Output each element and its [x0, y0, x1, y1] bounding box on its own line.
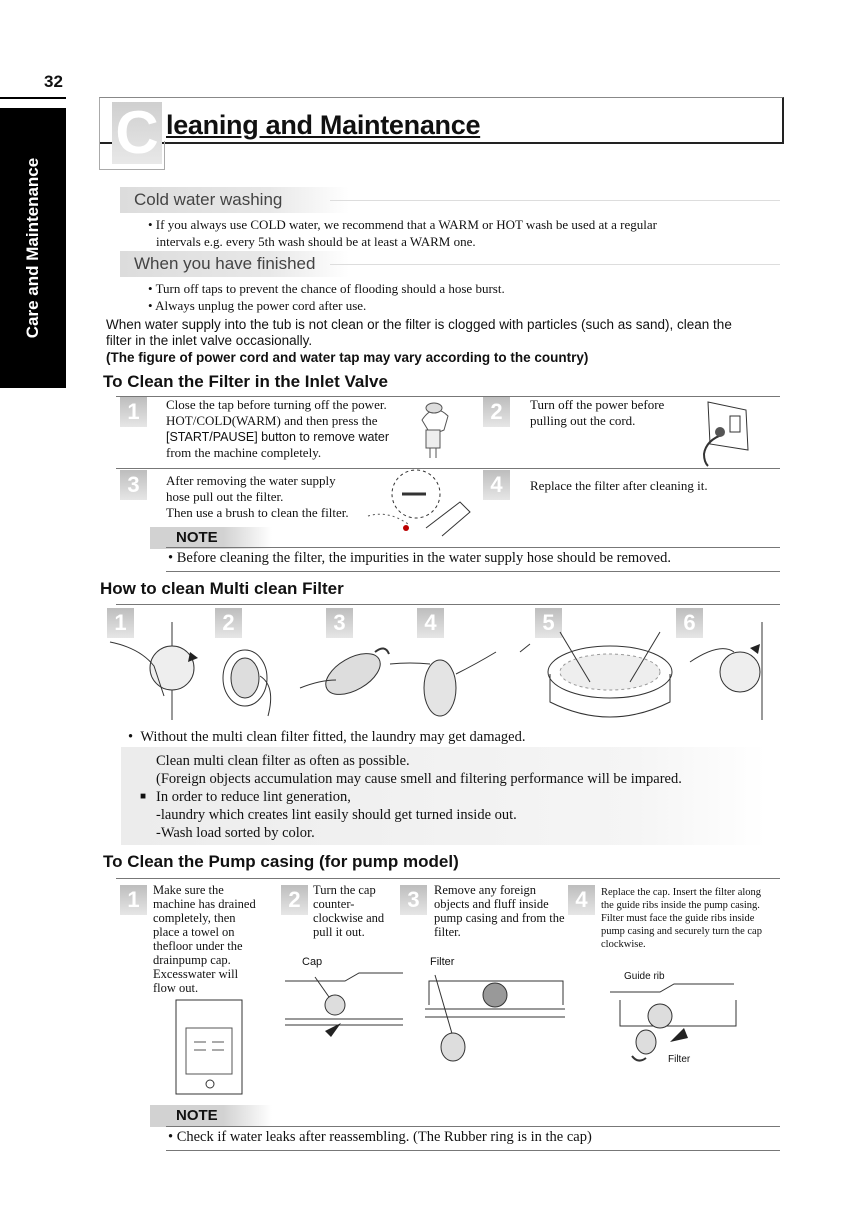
inlet-step-4-text: Replace the filter after cleaning it. — [530, 478, 708, 493]
pump-step-3-text: Remove any foreign objects and fluff inside pump casing and from the filter. — [434, 883, 565, 939]
pump-step-4-text: Replace the cap. Insert the filter along the guide ribs inside the pump casing. Filter must face the guide ribs inside pump casing and securely turn the cap clockwise. — [601, 887, 762, 950]
filter-label-2: Filter — [668, 1054, 691, 1065]
step-number: 6 — [676, 608, 703, 638]
cap-label: Cap — [302, 956, 323, 968]
power-outlet-illustration — [694, 398, 756, 466]
step-number: 2 — [281, 885, 308, 915]
finished-bullet-1: • Turn off taps to prevent the chance of flooding should a hose burst. — [148, 281, 505, 296]
step-number: 1 — [107, 608, 134, 638]
tip-bullet: ■ — [140, 791, 147, 802]
tip-line-4: -laundry which creates lint easily should get turned inside out. — [156, 807, 517, 823]
step-number: 4 — [483, 470, 510, 500]
pump-note-text: • Check if water leaks after reassembling. (The Rubber ring is in the cap) — [168, 1129, 592, 1145]
inlet-step-2-text: Turn off the power before pulling out the cord. — [530, 397, 665, 428]
page-number: 32 — [44, 72, 63, 91]
heading-rule — [330, 200, 780, 201]
section-side-tab — [0, 108, 66, 388]
inlet-heading: To Clean the Filter in the Inlet Valve — [103, 372, 388, 391]
pump-step-1-text: Make sure the machine has drained completely, then place a towel on thefloor under the drainpump cap. Excesswater will flow out. — [153, 883, 256, 995]
intro-line-2: filter in the inlet valve occasionally. — [106, 333, 313, 348]
heading-rule — [330, 264, 780, 265]
pump-note-label: NOTE — [150, 1105, 272, 1127]
cold-water-heading: Cold water washing — [120, 187, 349, 213]
multi-filter-heading: How to clean Multi clean Filter — [100, 579, 344, 598]
step-number: 4 — [568, 885, 595, 915]
step-number: 1 — [120, 885, 147, 915]
inlet-note-text: • Before cleaning the filter, the impurities in the water supply hose should be removed. — [168, 550, 671, 566]
step-number: 3 — [326, 608, 353, 638]
water-tap-illustration — [412, 400, 462, 460]
divider — [166, 1150, 780, 1151]
inlet-filter-illustration — [366, 468, 478, 540]
page-number-rule — [0, 97, 66, 99]
section-tab-label: Care and Maintenance — [23, 157, 42, 339]
inlet-step-3-text: After removing the water supply hose pull out the filter. Then use a brush to clean the filter. — [166, 473, 349, 520]
divider — [116, 878, 780, 879]
inlet-note-label: NOTE — [150, 527, 272, 549]
finished-heading: When you have finished — [120, 251, 349, 277]
step-number: 3 — [120, 470, 147, 500]
cold-water-text-2: intervals e.g. every 5th wash should be at least a WARM one. — [156, 234, 476, 249]
multi-filter-steps-illustration — [110, 612, 770, 724]
pump-cleaning-illustration — [425, 965, 565, 1065]
step-number: 4 — [417, 608, 444, 638]
step-number: 2 — [483, 397, 510, 427]
tip-line-3: In order to reduce lint generation, — [156, 789, 351, 805]
intro-line-3: (The figure of power cord and water tap may vary according to the country) — [106, 350, 589, 365]
inlet-step-1-text: Close the tap before turning off the power. HOT/COLD(WARM) and then press the [START/PAUSE] button to remove water from the machine completely. — [166, 397, 390, 460]
title-initial: C — [112, 102, 162, 164]
divider — [166, 571, 780, 572]
page-title: leaning and Maintenance — [166, 110, 481, 140]
filter-label: Filter — [430, 956, 455, 968]
step-number: 3 — [400, 885, 427, 915]
pump-heading: To Clean the Pump casing (for pump model) — [103, 852, 459, 871]
divider — [116, 604, 780, 605]
finished-bullet-2: • Always unplug the power cord after use. — [148, 298, 367, 313]
intro-line-1: When water supply into the tub is not clean or the filter is clogged with particles (such as sand), clean the — [106, 317, 732, 332]
step-number: 2 — [215, 608, 242, 638]
step-number: 1 — [120, 397, 147, 427]
washer-drain-illustration — [170, 998, 250, 1098]
tip-line-2: (Foreign objects accumulation may cause smell and filtering performance will be impared. — [156, 771, 682, 787]
pump-step-2-text: Turn the cap counter- clockwise and pull it out. — [313, 883, 385, 939]
tip-line-5: -Wash load sorted by color. — [156, 825, 315, 841]
tip-line-1: Clean multi clean filter as often as possible. — [156, 753, 410, 769]
guide-rib-label: Guide rib — [624, 971, 665, 982]
step-number: 5 — [535, 608, 562, 638]
cold-water-text-1: • If you always use COLD water, we recommend that a WARM or HOT wash be used at a regular — [148, 217, 657, 232]
cap-removal-illustration — [285, 965, 405, 1045]
multi-filter-warning: • Without the multi clean filter fitted, the laundry may get damaged. — [128, 729, 526, 745]
